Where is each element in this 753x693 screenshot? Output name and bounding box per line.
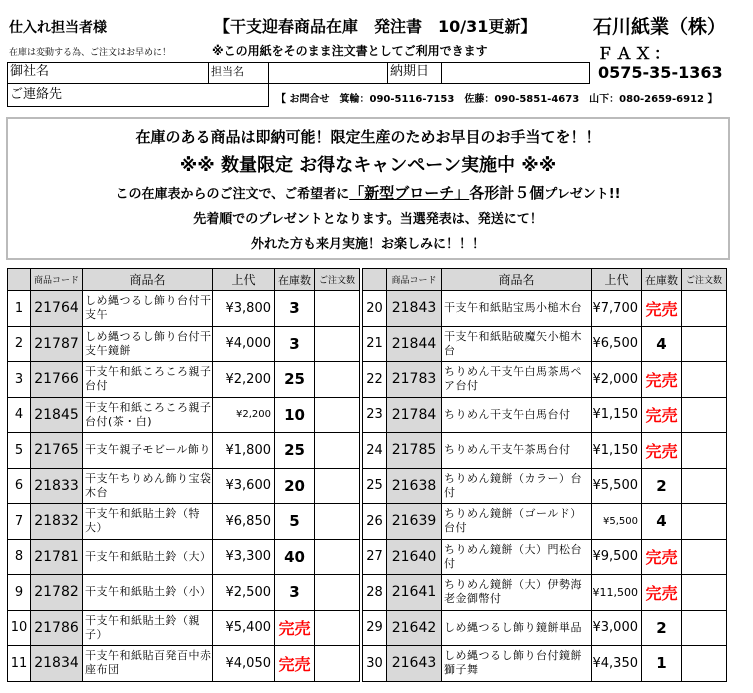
fax-label: ＦＡＸ： xyxy=(597,44,674,63)
table-row xyxy=(8,397,360,433)
product-name: 干支午和紙貼土鈴（特大） xyxy=(83,504,213,540)
person-field-label-cell xyxy=(208,62,269,84)
table-row xyxy=(8,468,360,504)
row-number: 25 xyxy=(363,468,387,504)
stock-table-right xyxy=(362,268,727,682)
product-code: 21643 xyxy=(387,646,442,682)
order-quantity-input[interactable] xyxy=(315,646,360,682)
stock-count: 完売 xyxy=(275,646,315,682)
product-name: 干支午和紙貼土鈴（親子） xyxy=(83,610,213,646)
header-stock: 在庫数 xyxy=(642,269,682,291)
table-row xyxy=(363,610,727,646)
stock-count: 2 xyxy=(642,610,682,646)
table-row xyxy=(8,433,360,469)
campaign-line-5: 外れた方も来月実施！お楽しみに！！！ xyxy=(250,237,485,252)
product-code: 21834 xyxy=(31,646,83,682)
stock-count: 5 xyxy=(275,504,315,540)
product-name: しめ縄つるし飾り鏡餅単品 xyxy=(442,610,592,646)
order-quantity-input[interactable] xyxy=(315,539,360,575)
company-name: 石川紙業（株） xyxy=(593,16,727,38)
product-name: ちりめん干支午白馬茶馬ペア台付 xyxy=(442,362,592,398)
header-no xyxy=(363,269,387,291)
product-code: 21781 xyxy=(31,539,83,575)
product-code: 21638 xyxy=(387,468,442,504)
order-quantity-input[interactable] xyxy=(682,433,727,469)
product-price: ¥7,700 xyxy=(592,291,642,327)
row-number: 26 xyxy=(363,504,387,540)
stock-count: 40 xyxy=(275,539,315,575)
row-number: 8 xyxy=(8,539,31,575)
product-price: ¥3,000 xyxy=(592,610,642,646)
row-number: 2 xyxy=(8,326,31,362)
product-price: ¥6,500 xyxy=(592,326,642,362)
product-name: ちりめん干支午白馬台付 xyxy=(442,397,592,433)
header-name: 商品名 xyxy=(83,269,213,291)
campaign-line-2: ※※ 数量限定 お得なキャンペーン実施中 ※※ xyxy=(179,155,557,176)
product-name: 干支午和紙貼百発百中赤座布団 xyxy=(83,646,213,682)
order-quantity-input[interactable] xyxy=(315,433,360,469)
product-code: 21766 xyxy=(31,362,83,398)
order-quantity-input[interactable] xyxy=(315,575,360,611)
table-row xyxy=(363,468,727,504)
product-price: ¥2,200 xyxy=(213,362,275,398)
table-row xyxy=(8,362,360,398)
product-code: 21785 xyxy=(387,433,442,469)
stock-count: 完売 xyxy=(642,291,682,327)
product-price: ¥5,400 xyxy=(213,610,275,646)
stock-count: 4 xyxy=(642,504,682,540)
order-quantity-input[interactable] xyxy=(682,610,727,646)
product-name: ちりめん鏡餅（大）伊勢海老金御幣付 xyxy=(442,575,592,611)
product-price: ¥2,500 xyxy=(213,575,275,611)
contact-phones: 【 お問合せ 箕輪：090-5116-7153 佐藤：090-5851-4673 山下：080-2659-6912 】 xyxy=(276,94,718,105)
table-row xyxy=(363,575,727,611)
stock-count: 完売 xyxy=(275,610,315,646)
product-price: ¥9,500 xyxy=(592,539,642,575)
table-row xyxy=(8,646,360,682)
campaign-count: 各形計５個 xyxy=(469,184,545,202)
product-code: 21833 xyxy=(31,468,83,504)
product-price: ¥3,300 xyxy=(213,539,275,575)
header-name: 商品名 xyxy=(442,269,592,291)
row-number: 1 xyxy=(8,291,31,327)
product-price: ¥5,500 xyxy=(592,468,642,504)
product-name: 干支午和紙ころころ親子台付(茶・白) xyxy=(83,397,213,433)
row-number: 28 xyxy=(363,575,387,611)
table-row xyxy=(363,397,727,433)
row-number: 7 xyxy=(8,504,31,540)
product-name: 干支午和紙貼土鈴（大） xyxy=(83,539,213,575)
stock-count: 完売 xyxy=(642,433,682,469)
header-code: 商品コード xyxy=(31,269,83,291)
product-code: 21843 xyxy=(387,291,442,327)
table-header-row xyxy=(363,269,727,291)
product-price: ¥6,850 xyxy=(213,504,275,540)
product-code: 21787 xyxy=(31,326,83,362)
stock-count: 25 xyxy=(275,433,315,469)
contact-field-label: ご連絡先 xyxy=(10,87,63,102)
product-code: 21782 xyxy=(31,575,83,611)
table-row xyxy=(363,504,727,540)
campaign-box xyxy=(6,117,730,260)
table-header-row xyxy=(8,269,360,291)
product-name: 干支午和紙貼破魔矢小槌木台 xyxy=(442,326,592,362)
fax-number: 0575-35-1363 xyxy=(598,63,723,82)
table-row xyxy=(8,610,360,646)
order-quantity-input[interactable] xyxy=(315,362,360,398)
product-name: 干支午和紙貼宝馬小槌木台 xyxy=(442,291,592,327)
table-row xyxy=(363,646,727,682)
product-code: 21783 xyxy=(387,362,442,398)
order-quantity-input[interactable] xyxy=(682,468,727,504)
product-name: 干支午和紙貼土鈴（小） xyxy=(83,575,213,611)
order-quantity-input[interactable] xyxy=(315,468,360,504)
table-row xyxy=(8,575,360,611)
product-code: 21641 xyxy=(387,575,442,611)
row-number: 23 xyxy=(363,397,387,433)
buyer-label: 仕入れ担当者様 xyxy=(9,20,107,36)
delivery-field-label-cell xyxy=(387,62,442,84)
row-number: 9 xyxy=(8,575,31,611)
order-quantity-input[interactable] xyxy=(315,504,360,540)
order-quantity-input[interactable] xyxy=(682,575,727,611)
header-no xyxy=(8,269,31,291)
product-price: ¥5,500 xyxy=(592,504,642,540)
product-price: ¥4,050 xyxy=(213,646,275,682)
product-code: 21765 xyxy=(31,433,83,469)
order-quantity-input[interactable] xyxy=(682,291,727,327)
campaign-line-4: 先着順でのプレゼントとなります。当選発表は、発送にて！ xyxy=(193,212,543,227)
row-number: 3 xyxy=(8,362,31,398)
row-number: 27 xyxy=(363,539,387,575)
campaign-line-1: 在庫のある商品は即納可能！限定生産のためお早目のお手当てを！！ xyxy=(135,128,601,146)
table-row xyxy=(8,504,360,540)
campaign-line-3a: この在庫表からのご注文で、ご希望者に xyxy=(115,187,350,202)
product-code: 21844 xyxy=(387,326,442,362)
header-order: ご注文数 xyxy=(315,269,360,291)
contact-field[interactable] xyxy=(7,83,269,107)
table-row xyxy=(8,326,360,362)
product-code: 21642 xyxy=(387,610,442,646)
table-row xyxy=(8,291,360,327)
product-price: ¥3,800 xyxy=(213,291,275,327)
stock-count: 完売 xyxy=(642,575,682,611)
row-number: 21 xyxy=(363,326,387,362)
product-price: ¥4,000 xyxy=(213,326,275,362)
stock-count: 20 xyxy=(275,468,315,504)
order-quantity-input[interactable] xyxy=(682,397,727,433)
header-order: ご注文数 xyxy=(682,269,727,291)
order-quantity-input[interactable] xyxy=(682,326,727,362)
product-code: 21784 xyxy=(387,397,442,433)
delivery-field[interactable] xyxy=(441,62,590,84)
table-row xyxy=(363,433,727,469)
order-quantity-input[interactable] xyxy=(682,646,727,682)
product-name: 干支午親子モビール飾り xyxy=(83,433,213,469)
product-price: ¥1,150 xyxy=(592,433,642,469)
product-name: ちりめん鏡餅（大）門松台付 xyxy=(442,539,592,575)
company-field[interactable] xyxy=(7,62,209,84)
person-field-label: 担当名 xyxy=(211,65,244,78)
row-number: 29 xyxy=(363,610,387,646)
product-price: ¥11,500 xyxy=(592,575,642,611)
product-code: 21786 xyxy=(31,610,83,646)
product-name: 干支午ちりめん飾り宝袋木台 xyxy=(83,468,213,504)
campaign-brooch: 「新型ブローチ」 xyxy=(349,184,470,202)
product-price: ¥2,000 xyxy=(592,362,642,398)
order-quantity-input[interactable] xyxy=(682,504,727,540)
person-field[interactable] xyxy=(268,62,388,84)
table-row xyxy=(363,291,727,327)
product-code: 21640 xyxy=(387,539,442,575)
table-row xyxy=(8,539,360,575)
company-field-label: 御社名 xyxy=(10,64,50,79)
row-number: 4 xyxy=(8,397,31,433)
order-quantity-input[interactable] xyxy=(682,362,727,398)
row-number: 5 xyxy=(8,433,31,469)
stock-count: 3 xyxy=(275,326,315,362)
row-number: 6 xyxy=(8,468,31,504)
header-stock: 在庫数 xyxy=(275,269,315,291)
row-number: 20 xyxy=(363,291,387,327)
header-price: 上代 xyxy=(592,269,642,291)
page-title: 【干支迎春商品在庫 発注書 10/31更新】 xyxy=(214,17,537,36)
product-name: しめ縄つるし飾り台付干支午 xyxy=(83,291,213,327)
product-name: ちりめん鏡餅（カラー）台付 xyxy=(442,468,592,504)
delivery-field-label: 納期日 xyxy=(390,64,430,79)
product-price: ¥1,150 xyxy=(592,397,642,433)
stock-count: 3 xyxy=(275,291,315,327)
row-number: 10 xyxy=(8,610,31,646)
stock-count: 1 xyxy=(642,646,682,682)
stock-notice: 在庫は変動する為、ご注文はお早めに！ xyxy=(9,48,172,58)
product-price: ¥4,350 xyxy=(592,646,642,682)
row-number: 22 xyxy=(363,362,387,398)
product-code: 21639 xyxy=(387,504,442,540)
stock-count: 2 xyxy=(642,468,682,504)
product-name: しめ縄つるし飾り台付干支午鏡餅 xyxy=(83,326,213,362)
product-price: ¥1,800 xyxy=(213,433,275,469)
page-subtitle: ※この用紙をそのまま注文書としてご利用できます xyxy=(212,44,488,58)
stock-count: 3 xyxy=(275,575,315,611)
table-row xyxy=(363,539,727,575)
stock-count: 完売 xyxy=(642,397,682,433)
stock-count: 完売 xyxy=(642,539,682,575)
product-price: ¥3,600 xyxy=(213,468,275,504)
row-number: 11 xyxy=(8,646,31,682)
order-quantity-input[interactable] xyxy=(315,610,360,646)
product-name: しめ縄つるし飾り台付鏡餅獅子舞 xyxy=(442,646,592,682)
stock-count: 10 xyxy=(275,397,315,433)
product-code: 21764 xyxy=(31,291,83,327)
product-name: ちりめん干支午茶馬台付 xyxy=(442,433,592,469)
row-number: 24 xyxy=(363,433,387,469)
campaign-line-3d: プレゼント!! xyxy=(544,187,621,202)
product-code: 21845 xyxy=(31,397,83,433)
campaign-line-3 xyxy=(8,182,728,203)
stock-count: 4 xyxy=(642,326,682,362)
order-quantity-input[interactable] xyxy=(315,291,360,327)
stock-table-left xyxy=(7,268,360,682)
order-quantity-input[interactable] xyxy=(315,326,360,362)
product-code: 21832 xyxy=(31,504,83,540)
header-code: 商品コード xyxy=(387,269,442,291)
order-quantity-input[interactable] xyxy=(682,539,727,575)
table-row xyxy=(363,362,727,398)
table-row xyxy=(363,326,727,362)
product-name: 干支午和紙ころころ親子台付 xyxy=(83,362,213,398)
header-price: 上代 xyxy=(213,269,275,291)
product-price: ¥2,200 xyxy=(213,397,275,433)
stock-count: 25 xyxy=(275,362,315,398)
product-name: ちりめん鏡餅（ゴールド）台付 xyxy=(442,504,592,540)
row-number: 30 xyxy=(363,646,387,682)
stock-count: 完売 xyxy=(642,362,682,398)
order-quantity-input[interactable] xyxy=(315,397,360,433)
